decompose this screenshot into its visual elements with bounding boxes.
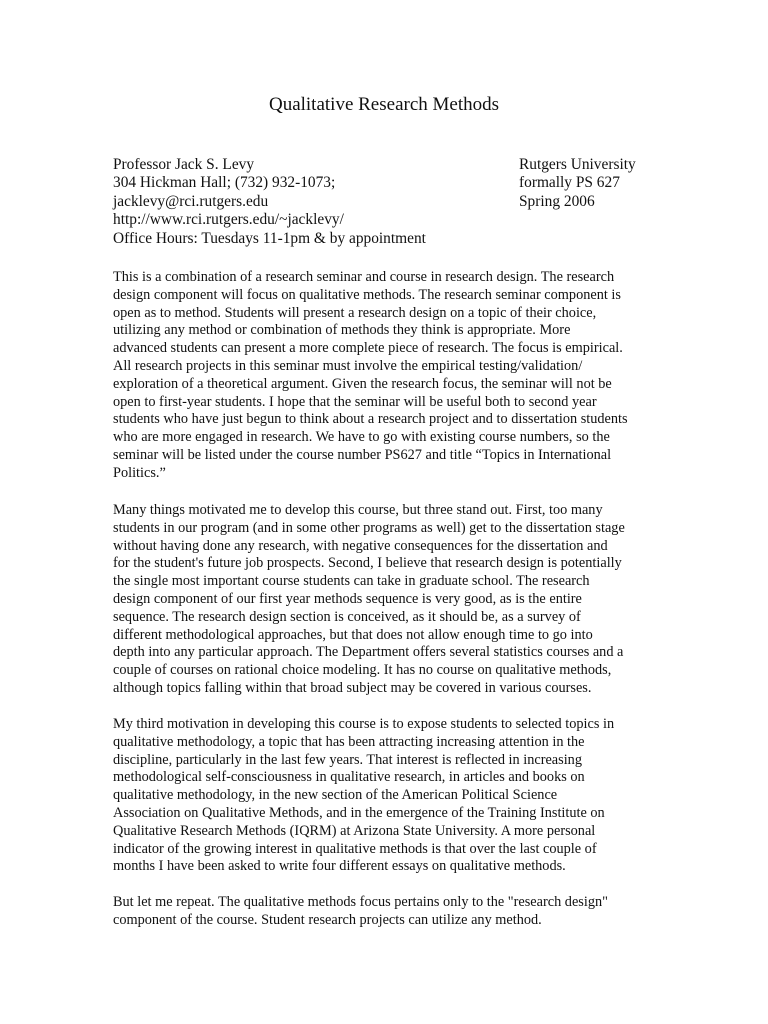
university-name: Rutgers University xyxy=(519,156,636,173)
instructor-info xyxy=(113,156,426,248)
text-line: students who have just begun to think about a research project and to dissertation students xyxy=(113,411,628,428)
text-line: exploration of a theoretical argument. Given the research focus, the seminar will not be xyxy=(113,375,612,392)
text-line: depth into any particular approach. The Department offers several statistics courses and a xyxy=(113,644,624,661)
paragraph-3 xyxy=(113,716,614,876)
paragraph-4 xyxy=(113,894,608,930)
text-line: couple of courses on rational choice modeling. It has no course on qualitative methods, xyxy=(113,662,612,679)
text-line: seminar will be listed under the course number PS627 and title “Topics in International xyxy=(113,446,612,463)
text-line: who are more engaged in research. We have to go with existing course numbers, so the xyxy=(113,429,610,446)
text-line: design component of our first year methods sequence is very good, as is the entire xyxy=(113,590,582,607)
instructor-website: http://www.rci.rutgers.edu/~jacklevy/ xyxy=(113,211,344,229)
text-line: methodological self-consciousness in qualitative research, in articles and books on xyxy=(113,769,585,786)
text-line: different methodological approaches, but that does not allow enough time to go into xyxy=(113,626,593,643)
text-line: the single most important course students can take in graduate school. The research xyxy=(113,573,590,590)
text-line: Qualitative Research Methods (IQRM) at Arizona State University. A more personal xyxy=(113,822,596,839)
paragraph-1 xyxy=(113,269,628,483)
instructor-email: jacklevy@rci.rutgers.edu xyxy=(113,192,269,210)
term: Spring 2006 xyxy=(519,192,595,210)
text-line: But let me repeat. The qualitative methods focus pertains only to the "research design" xyxy=(113,894,608,910)
instructor-name: Professor Jack S. Levy xyxy=(113,156,255,173)
course-number: formally PS 627 xyxy=(519,174,620,192)
text-line: This is a combination of a research seminar and course in research design. The research xyxy=(113,269,615,285)
course-info xyxy=(519,156,636,211)
text-line: qualitative methodology, a topic that has been attracting increasing attention in the xyxy=(113,733,585,750)
text-line: discipline, particularly in the last few years. That interest is reflected in increasing xyxy=(113,751,582,768)
text-line: students in our program (and in some other programs as well) get to the dissertation stage xyxy=(113,519,625,536)
text-line: open as to method. Students will present a research design on a topic of their choice, xyxy=(113,304,597,321)
text-line: for the student's future job prospects. Second, I believe that research design is potentially xyxy=(113,555,622,572)
text-line: indicator of the growing interest in qualitative methods is that over the last couple of xyxy=(113,840,597,857)
text-line: without having done any research, with negative consequences for the dissertation and xyxy=(113,537,608,554)
instructor-office: 304 Hickman Hall; (732) 932-1073; xyxy=(113,174,336,192)
text-line: All research projects in this seminar must involve the empirical testing/validation/ xyxy=(113,357,583,374)
office-hours: Office Hours: Tuesdays 11-1pm & by appointment xyxy=(113,229,426,247)
text-line: Many things motivated me to develop this course, but three stand out. First, too many xyxy=(113,502,603,518)
text-line: component of the course. Student research projects can utilize any method. xyxy=(113,911,542,928)
text-line: although topics falling within that broad subject may be covered in various courses. xyxy=(113,679,592,696)
text-line: months I have been asked to write four different essays on qualitative methods. xyxy=(113,858,566,875)
text-line: advanced students can present a more complete piece of research. The focus is empirical. xyxy=(113,340,623,357)
text-line: Association on Qualitative Methods, and in the emergence of the Training Institute on xyxy=(113,804,605,821)
text-line: My third motivation in developing this course is to expose students to selected topics in xyxy=(113,716,615,732)
text-line: qualitative methodology, in the new section of the American Political Science xyxy=(113,787,558,804)
text-line: open to first-year students. I hope that the seminar will be useful both to second year xyxy=(113,393,597,410)
text-line: Politics.” xyxy=(113,464,166,481)
text-line: design component will focus on qualitative methods. The research seminar component is xyxy=(113,286,621,303)
document-title: Qualitative Research Methods xyxy=(268,94,500,115)
text-line: sequence. The research design section is conceived, as it should be, as a survey of xyxy=(113,608,581,625)
paragraph-2 xyxy=(113,502,625,698)
text-line: utilizing any method or combination of methods they think is appropriate. More xyxy=(113,322,571,339)
